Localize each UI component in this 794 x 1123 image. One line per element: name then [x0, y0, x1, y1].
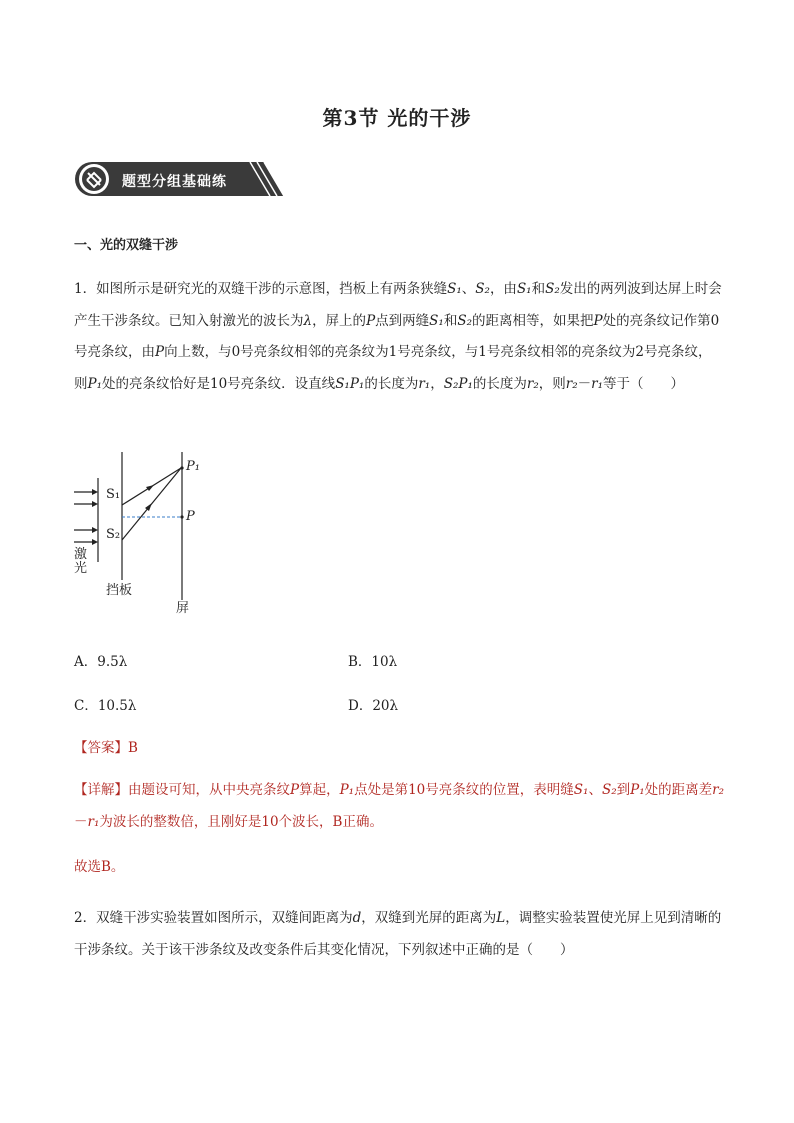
- point-p-label: P: [186, 509, 195, 524]
- point-p1-label: P₁: [186, 459, 200, 474]
- option-a: A．9.5λ: [74, 654, 128, 670]
- double-slit-diagram: [68, 450, 218, 625]
- page-title: 第3节 光的干涉: [322, 106, 472, 130]
- screen-label: 屏: [176, 601, 190, 616]
- section-heading: 一、光的双缝干涉: [74, 238, 179, 253]
- laser-label: 激光: [74, 547, 88, 576]
- banner-label: 题型分组基础练: [122, 174, 227, 190]
- question-1: 1．如图所示是研究光的双缝干涉的示意图，挡板上有两条狭缝S₁、S₂，由S₁和S₂发出的两列波到达屏上时会产生干涉条纹。已知入射激光的波长为λ，屏上的P点到两缝S₁和S₂的距离相等，如果把P处的亮条纹记作第0号亮条纹，由P向上数，与0号亮条纹相邻的亮条纹为1号亮条纹，与1号亮条纹相邻的亮条纹为2号亮条纹，则P₁处的亮条纹恰好是10号亮条纹．设直线S₁P₁的长度为r₁，S₂P₁的长度为r₂，则r₂－r₁等于（ ）: [74, 281, 722, 392]
- detail: 【详解】由题设可知，从中央亮条纹P算起，P₁点处是第10号亮条纹的位置，表明缝S₁、S₂到P₁处的距离差r₂－r₁为波长的整数倍，且刚好是10个波长，B正确。: [74, 782, 724, 830]
- question-2: 2．双缝干涉实验装置如图所示，双缝间距离为d，双缝到光屏的距离为L，调整实验装置使光屏上见到清晰的干涉条纹。关于该干涉条纹及改变条件后其变化情况，下列叙述中正确的是（ ）: [74, 910, 722, 958]
- answer: 【答案】B: [74, 740, 138, 756]
- option-b: B．10λ: [348, 654, 398, 670]
- baffle-label: 挡板: [106, 583, 133, 598]
- slit-s1-label: S₁: [106, 487, 121, 502]
- slit-s2-label: S₂: [106, 527, 121, 542]
- option-d: D．20λ: [348, 698, 399, 714]
- option-c: C．10.5λ: [74, 698, 137, 714]
- conclusion: 故选B。: [74, 859, 125, 875]
